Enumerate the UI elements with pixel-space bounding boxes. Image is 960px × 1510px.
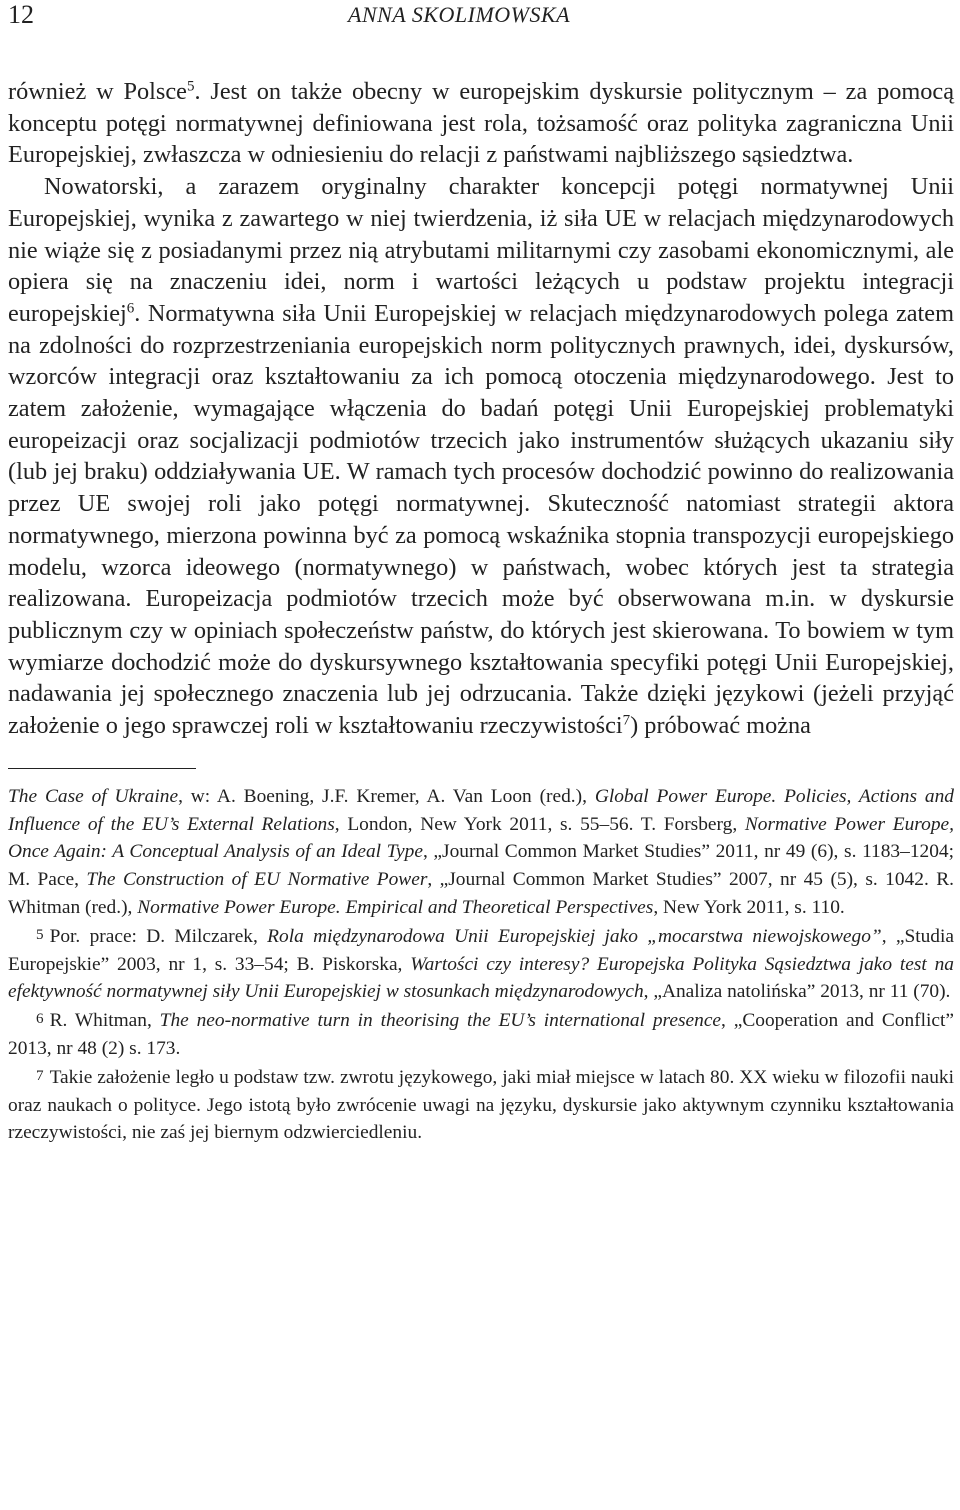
- fn5-title-1: Rola międzynarodowa Unii Europejskiej jako „mocarstwa niewojskowego”: [267, 925, 882, 947]
- footnote-6-number: 6: [36, 1011, 44, 1028]
- fn5-text-3: , „Analiza natolińska” 2013, nr 11 (70).: [643, 981, 951, 1003]
- fn5-text-2: , „Studia Europejskie” 2003, nr 1, s. 33–54; B. Piskorska,: [8, 925, 955, 975]
- footnote-5-number: 5: [36, 926, 44, 943]
- fn4-title-3: Normative Power Europe, Once Again: A Conceptual Analysis of an Ideal Type: [8, 813, 954, 863]
- fn4-text-5: , New York 2011, s. 110.: [653, 896, 845, 918]
- paragraph-1-text-continued: . Jest on także obecny w europejskim dyskursie politycznym – za pomocą konceptu potęgi normatywnej definiowana jest rola, tożsamość oraz polityka zagraniczna Unii Europejskiej, zwłaszcza w odniesieniu do relacji z państwami najbliższego sąsiedztwa.: [8, 78, 954, 169]
- body-text: [8, 76, 954, 742]
- footnote-4-continued: [8, 783, 954, 922]
- paragraph-2-text-continued: . Normatywna siła Unii Europejskiej w relacjach międzynarodowych polega zatem na zdolności do rozprzestrzeniania europejskich norm politycznych prawnych, idei, dyskursów, wzorców integracji oraz kształtowaniu za ich pomocą otoczenia międzynarodowego. Jest to zatem założenie, wymagające włączenia do badań potęgi Unii Europejskiej problematyki europeizacji oraz socjalizacji podmiotów trzecich jako instrumentów służących ukazaniu siły (lub jej braku) oddziaływania UE. W ramach tych procesów dochodzić powinno do realizowania przez UE swojej roli jako potęgi normatywnej. Skuteczność natomiast strategii aktora normatywnego, mierzona powinna być za pomocą wskaźnika stopnia transpozycji europejskiego modelu, wzorca ideowego (normatywnego) w państwach, wobec których jest ta strategia realizowana. Europeizacja podmiotów trzecich może być obserwowana m.in. w dyskursie publicznym czy w opiniach społeczeństw państw, do których jest skierowana. To bowiem w tym wymiarze dochodzić może do dyskursywnego kształtowania specyfiki potęgi Unii Europejskiej, nadawania jej społecznego znaczenia lub jej odrzucania. Także dzięki językowi (jeżeli przyjąć założenie o jego sprawczej roli w kształtowaniu rzeczywistości: [8, 299, 954, 740]
- fn4-title-2: Global Power Europe. Policies, Actions and Influence of the EU’s External Relations: [8, 785, 954, 835]
- footnote-ref-6[interactable]: 6: [126, 300, 135, 317]
- paragraph-1: [8, 76, 954, 171]
- fn4-text-3: , „Journal Common Market Studies” 2011, nr 49 (6), s. 1183–1204; M. Pace,: [8, 841, 954, 891]
- fn4-text-2: , London, New York 2011, s. 55–56. T. Forsberg,: [334, 813, 745, 835]
- fn4-text-4: , „Journal Common Market Studies” 2007, nr 45 (5), s. 1042. R. Whitman (red.),: [8, 869, 955, 918]
- footnote-ref-5[interactable]: 5: [186, 78, 195, 95]
- fn7-text-1: Takie założenie legło u podstaw tzw. zwrotu językowego, jaki miał miejsce w latach 80. XX wieku w filozofii nauki oraz naukach o polityce. Jego istotą było zwrócenie uwagi na języku, dyskursie jako aktywnym czynniku kształtowania rzeczywistości, nie zaś jej biernym odzwierciedleniu.: [8, 1066, 954, 1144]
- footnote-separator: [8, 768, 196, 769]
- fn5-title-2: Wartości czy interesy? Europejska Polityka Sąsiedztwa jako test na efektywność normatywnej siły Unii Europejskiej w stosunkach międzynarodowych: [8, 953, 954, 1003]
- fn6-text-1: R. Whitman,: [49, 1010, 160, 1032]
- footnote-7: [8, 1063, 954, 1147]
- paragraph-2: [8, 171, 954, 742]
- paragraph-1-text: również w Polsce: [8, 78, 187, 105]
- paragraph-2-text: Nowatorski, a zarazem oryginalny charakter koncepcji potęgi normatywnej Unii Europejskiej, wynika z zawartego w niej twierdzenia, iż siła UE w relacjach międzynarodowych nie wiąże się z posiadanymi przez nią atrybutami militarnymi czy zasobami ekonomicznymi, ale opiera się na znaczeniu idei, norm i wartości leżących u podstaw projektu integracji europejskiej: [8, 173, 954, 327]
- page-header: [8, 0, 954, 30]
- footnote-7-number: 7: [36, 1067, 44, 1084]
- fn6-title-1: The neo-normative turn in theorising the EU’s international presence: [159, 1010, 722, 1032]
- fn4-title-5: Normative Power Europe. Empirical and Theoretical Perspectives: [137, 896, 654, 918]
- fn4-title-1: The Case of Ukraine: [8, 785, 179, 807]
- page-number: 12: [8, 0, 34, 29]
- paragraph-2-text-end: ) próbować można: [630, 712, 811, 740]
- footnote-5: [8, 922, 954, 1006]
- fn6-text-2: , „Cooperation and Conflict” 2013, nr 48 (2) s. 173.: [8, 1010, 954, 1059]
- fn5-text-1: Por. prace: D. Milczarek,: [49, 925, 268, 947]
- document-page: [8, 0, 954, 1147]
- footnote-6: [8, 1006, 954, 1063]
- running-head: ANNA SKOLIMOWSKA: [348, 2, 571, 27]
- fn4-text-1: , w: A. Boening, J.F. Kremer, A. Van Loon (red.),: [178, 785, 595, 807]
- footnotes: [8, 783, 954, 1147]
- fn4-title-4: The Construction of EU Normative Power: [86, 869, 428, 891]
- footnote-ref-7[interactable]: 7: [622, 712, 631, 729]
